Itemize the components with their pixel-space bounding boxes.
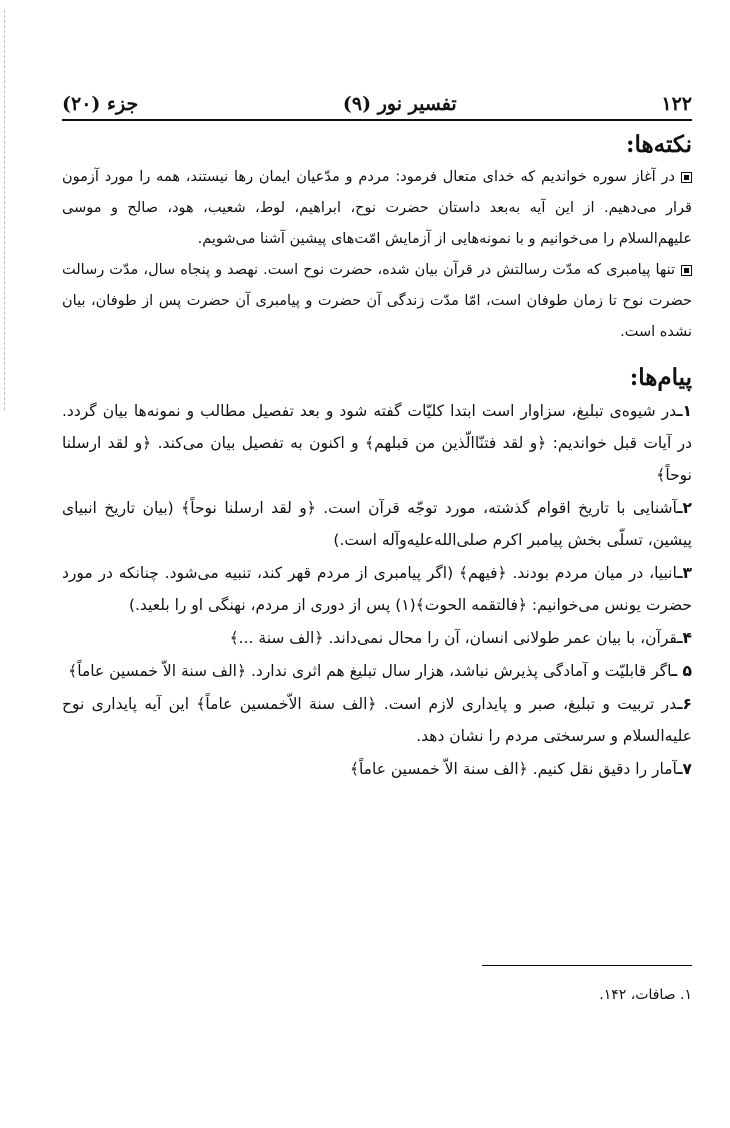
notes-heading: نکته‌ها:: [625, 131, 692, 158]
message-text: قرآن، با بیان عمر طولانی انسان، آن را محال نمی‌داند. ﴿الف سنة ...﴾: [229, 629, 678, 647]
book-title: تفسیر نور (۹): [342, 93, 457, 115]
message-number: ۱ـ: [677, 402, 692, 420]
footnote-rule: [482, 965, 692, 966]
square-bullet-icon: [681, 172, 692, 183]
message-number: ۲ـ: [677, 499, 692, 517]
message-number: ۵ ـ: [671, 662, 692, 680]
footnote: ۱. صافات، ۱۴۲.: [599, 987, 692, 1003]
message-item: [62, 492, 692, 556]
message-item: [62, 655, 692, 687]
message-item: [62, 688, 692, 752]
message-item: [62, 557, 692, 621]
message-text: اگر قابلیّت و آمادگی پذیرش نباشد، هزار سال تبلیغ هم اثری ندارد. ﴿الف سنة الاّ خمسین عاماً﴾: [68, 662, 672, 680]
message-text: در شیوه‌ی تبلیغ، سزاوار است ابتدا کلیّات گفته شود و بعد تفصیل مطالب و نمونه‌ها بیان گردد. در آیات قبل خواندیم: ﴿و لقد فتنّاالّذین من قبلهم﴾ و اکنون به تفصیل بیان می‌کند. ﴿و لقد ارسلنا نوحاً﴾: [62, 402, 692, 484]
message-number: ۶ـ: [677, 695, 692, 713]
notes-section: [62, 162, 692, 348]
note-text: در آغاز سوره خواندیم که خدای متعال فرمود: مردم و مدّعیان ایمان رها نیستند، همه را مورد آزمون قرار می‌دهیم. از این آیه به‌بعد داستان حضرت نوح، ابراهیم، لوط، شعیب، هود، صالح و موسی علیهم‌السلام را می‌خوانیم و با نمونه‌هایی از آزمایش امّت‌های پیشین آشنا می‌شویم.: [62, 169, 692, 247]
message-number: ۴ـ: [677, 629, 692, 647]
note-text: تنها پیامبری که مدّت رسالتش در قرآن بیان شده، حضرت نوح است. نهصد و پنجاه سال، مدّت رسالت حضرت نوح تا زمان طوفان است، امّا مدّت زندگی آن حضرت و پیامبری آن حضرت پس از طوفان، بیان نشده است.: [62, 262, 692, 340]
header-rule: [62, 119, 692, 121]
note-item: [62, 162, 692, 255]
message-item: [62, 395, 692, 491]
message-item: [62, 622, 692, 654]
page-body: [62, 85, 692, 1003]
juz-label: جزء (۲۰): [62, 93, 139, 115]
note-item: [62, 255, 692, 348]
running-header: [62, 85, 692, 115]
message-number: ۳ـ: [677, 564, 692, 582]
messages-heading: پیام‌ها:: [629, 364, 692, 391]
square-bullet-icon: [681, 265, 692, 276]
messages-section: [62, 395, 692, 785]
margin-edge: [4, 10, 7, 410]
message-text: انبیا، در میان مردم بودند. ﴿فیهم﴾ (اگر پیامبری از مردم قهر کند، تنبیه می‌شود. چنانکه در مورد حضرت یونس می‌خوانیم: ﴿فالتقمه الحوت﴾(۱) پس از دوری از مردم، نهنگی او را بلعید.): [62, 564, 692, 614]
message-item: [62, 753, 692, 785]
message-text: آمار را دقیق نقل کنیم. ﴿الف سنة الاّ خمسین عاماً﴾: [349, 760, 678, 778]
message-text: در تربیت و تبلیغ، صبر و پایداری لازم است. ﴿الف سنة الاّخمسین عاماً﴾ این آیه پایداری نوح علیه‌السلام و سرسختی مردم را نشان دهد.: [62, 695, 692, 745]
message-text: آشنایی با تاریخ اقوام گذشته، مورد توجّه قرآن است. ﴿و لقد ارسلنا نوحاً﴾ (بیان تاریخ انبیای پیشین، تسلّی بخش پیامبر اکرم صلی‌الله‌علیه‌وآله است.): [62, 499, 692, 549]
page-number: ۱۲۲: [661, 93, 692, 115]
message-number: ۷ـ: [677, 760, 692, 778]
